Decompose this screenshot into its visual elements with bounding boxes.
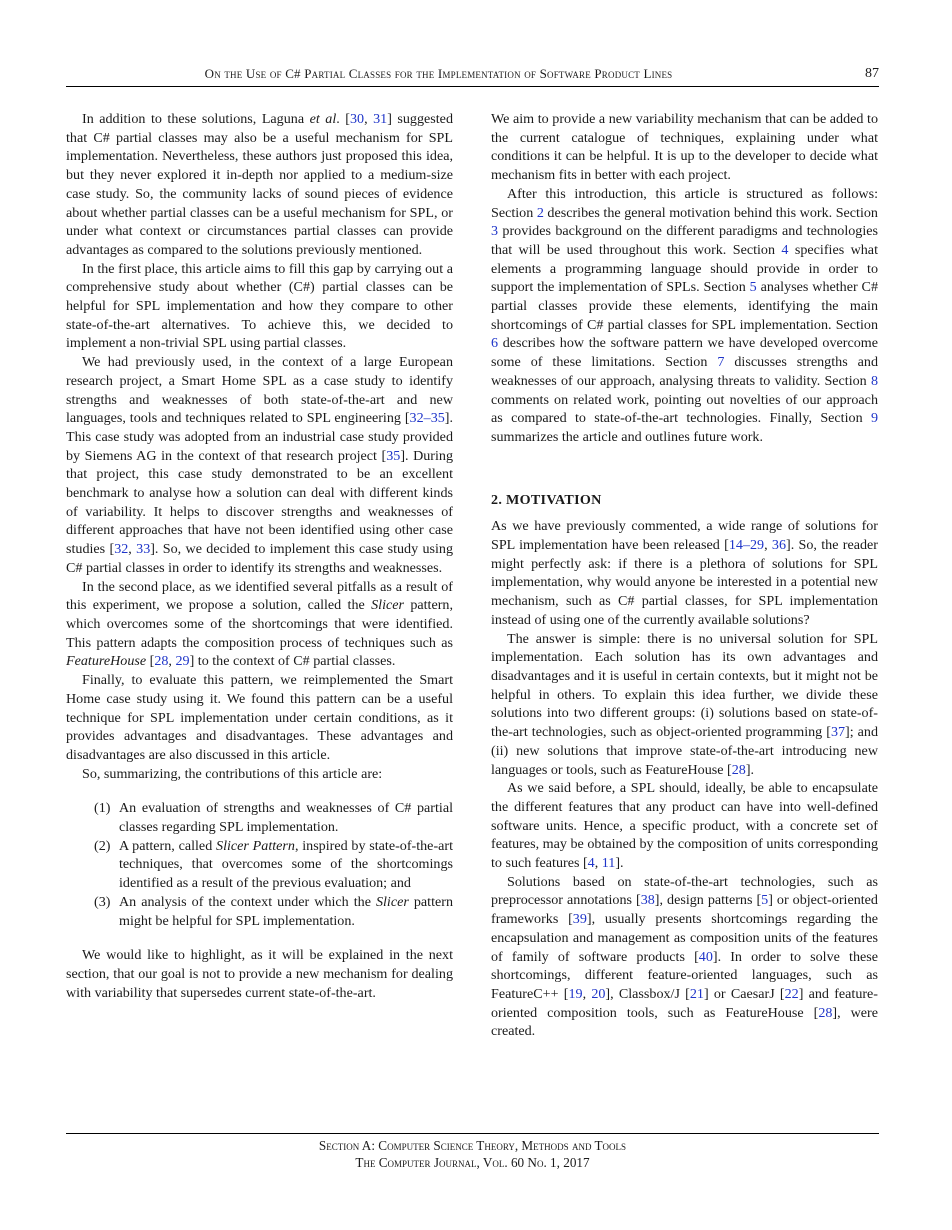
list-item: (2) A pattern, called Slicer Pattern, inspired by state-of-the-art techniques, that overcomes some of the shortcomings identified as a result of the previous evaluation; and (94, 837, 453, 892)
section-link[interactable]: 4 (781, 241, 789, 258)
citation-link[interactable]: 33 (136, 541, 151, 558)
left-column (66, 110, 453, 1002)
section-link[interactable]: 6 (491, 335, 499, 352)
section-link[interactable]: 7 (717, 354, 725, 371)
citation-link[interactable]: 11 (601, 855, 616, 872)
contributions-list (66, 799, 453, 930)
paragraph-encapsulate: As we said before, a SPL should, ideally, be able to encapsulate the different features that any product can have into well-defined software units. Hence, a specific product, with a concrete set of features, may be obtained by the composition of units corresponding to such features [4, 11]. (491, 780, 878, 872)
citation-link[interactable]: 28 (154, 653, 169, 670)
citation-link[interactable]: 32–35 (409, 410, 445, 427)
paragraph-structure: After this introduction, this article is structured as follows: Section 2 describes the general motivation behind this work. Section 3 provides background on the different paradigms and technologies that will be used throughout this work. Section 4 specifies what elements a programming language should provide in order to support the implementation of SPLs. Section 5 analyses whether C# partial classes provide these elements, identifying the main shortcomings of C# partial classes for SPL implementation. Section 6 describes how the software pattern we have developed overcome some of these limitations. Section 7 discusses strengths and weaknesses of our approach, analysing threats to validity. Section 8 comments on related work, pointing out novelties of our approach as compared to state-of-the-art technologies. Finally, Section 9 summarizes the article and outlines future work. (491, 185, 879, 445)
section-link[interactable]: 9 (870, 410, 878, 427)
citation-link[interactable]: 35 (386, 447, 401, 464)
citation-link[interactable]: 19 (568, 985, 583, 1002)
citation-link[interactable]: 14–29 (728, 537, 765, 554)
list-item: (1) An evaluation of strengths and weaknesses of C# partial classes regarding SPL implementation. (94, 800, 453, 836)
citation-link[interactable]: 30 (349, 111, 365, 127)
citation-link[interactable]: 29 (175, 653, 190, 670)
page-number: 87 (865, 66, 879, 81)
citation-link[interactable]: 5 (761, 892, 769, 909)
paragraph-wide-range: As we have previously commented, a wide range of solutions for SPL implementation have been released [14–29, 36]. So, the reader might perfectly ask: if there is a plethora of solutions for SPL implementation, why would anyone be interested in a potential new mechanism, such as C# partial classes, for SPL implementation instead of using one of the currently available solutions? (491, 518, 878, 628)
citation-link[interactable]: 28 (731, 761, 746, 778)
paragraph-laguna: In addition to these solutions, Laguna et al. [30, 31] suggested that C# partial classes may also be a useful mechanism for SPL implementation. Nevertheless, these authors just proposed this idea, but they never explored it in-depth nor applied to a medium-size case study. So, the community lacks of sound pieces of evidence about whether partial classes can be a useful mechanism for SPL, or under what context or circumstances partial classes can provide advantages as compared to the solutions previously mentioned. (66, 111, 453, 258)
paragraph-smart-home: We had previously used, in the context of a large European research project, a Smart Home SPL as a case study to identify strengths and weaknesses of both state-of-the-art and new languages, tools and techniques related to SPL engineering [32–35]. This case study was adopted from an industrial case study provided by Siemens AG in the context of that research project [35]. During that project, this case study demonstrated to be an excellent benchmark to analyse how a solution can deal with different kinds of variability. It helps to discover strengths and weaknesses of different approaches that have not been identified using other case studies [32, 33]. So, we decided to implement this case study using C# partial classes in order to identify its strengths and weaknesses. (66, 354, 454, 576)
citation-link[interactable]: 4 (587, 855, 595, 872)
citation-link[interactable]: 32 (114, 541, 129, 558)
footer-rule (66, 1133, 879, 1134)
section-link[interactable]: 3 (491, 223, 499, 240)
citation-link[interactable]: 28 (818, 1004, 833, 1021)
citation-link[interactable]: 20 (591, 985, 606, 1002)
citation-link[interactable]: 22 (784, 985, 799, 1002)
section-link[interactable]: 8 (870, 372, 878, 389)
paragraph-solutions-based: Solutions based on state-of-the-art technologies, such as preprocessor annotations [38], design patterns [5] or object-oriented frameworks [39], usually presents shortcomings regarding the encapsulation and management as composition units of the features of family of software products [40]. In order to solve these shortcomings, different feature-oriented languages, such as FeatureC++ [19, 20], Classbox/J [21] or CaesarJ [22] and feature-oriented composition tools, such as FeatureHouse [28], were created. (491, 873, 879, 1040)
running-header-title: On the Use of C# Partial Classes for the Implementation of Software Product Lines (204, 66, 673, 81)
citation-link[interactable]: 37 (830, 724, 846, 741)
paragraph-highlight: We would like to highlight, as it will be explained in the next section, that our goal is not to provide a new mechanism for dealing with variability that supersedes current state-of-the-art. (66, 947, 453, 1001)
header-rule (66, 86, 879, 87)
citation-link[interactable]: 31 (373, 111, 388, 127)
right-column (491, 110, 878, 1041)
citation-link[interactable]: 21 (689, 985, 704, 1002)
list-item: (3) An analysis of the context under which the Slicer pattern might be helpful for SPL implementation. (94, 893, 453, 929)
paragraph-finally: Finally, to evaluate this pattern, we reimplemented the Smart Home case study using it. We found this pattern can be a useful technique for SPL implementation under certain conditions, as it provides advantages and disadvantages. These advantages and disadvantages are also discussed in this article. (66, 672, 453, 763)
citation-link[interactable]: 38 (640, 892, 655, 909)
citation-link[interactable]: 39 (572, 911, 587, 928)
section-link[interactable]: 2 (536, 204, 544, 221)
section-heading-motivation: 2. MOTIVATION (491, 491, 602, 508)
paragraph-second-place: In the second place, as we identified several pitfalls as a result of this experiment, we propose a solution, called the Slicer pattern, which overcomes some of the shortcomings that were identified. This pattern adapts the composition process of techniques such as FeatureHouse [28, 29] to the context of C# partial classes. (66, 578, 453, 670)
footer-journal-line: The Computer Journal, Vol. 60 No. 1, 2017 (355, 1155, 590, 1170)
citation-link[interactable]: 36 (771, 537, 787, 554)
paragraph-answer: The answer is simple: there is no universal solution for SPL implementation. Each solution has its own advantages and disadvantages and it is useful in certain contexts, but it might not be helpful in others. To explain this idea further, we divide these solutions into two different groups: (i) solutions based on state-of-the-art technologies, such as object-oriented programming [37]; and (ii) new solutions that improve state-of-the-art introducing new languages or tools, such as FeatureHouse [28]. (491, 630, 879, 778)
section-link[interactable]: 5 (749, 279, 757, 296)
footer-section-line: Section A: Computer Science Theory, Methods and Tools (318, 1138, 627, 1153)
paragraph-summary-intro: So, summarizing, the contributions of this article are: (82, 765, 383, 782)
paragraph-aim: We aim to provide a new variability mechanism that can be added to the current catalogue of techniques, explaining under what conditions it can be helpful. It is up to the developer to decide what mechanism fits in better with each project. (491, 111, 878, 184)
paragraph-first-place: In the first place, this article aims to fill this gap by carrying out a comprehensive study about whether (C#) partial classes can be helpful for SPL implementation and how they compare to other state-of-the-art alternatives. To achieve this, we decided to implement a non-trivial SPL using partial classes. (66, 260, 453, 352)
citation-link[interactable]: 40 (698, 948, 713, 965)
